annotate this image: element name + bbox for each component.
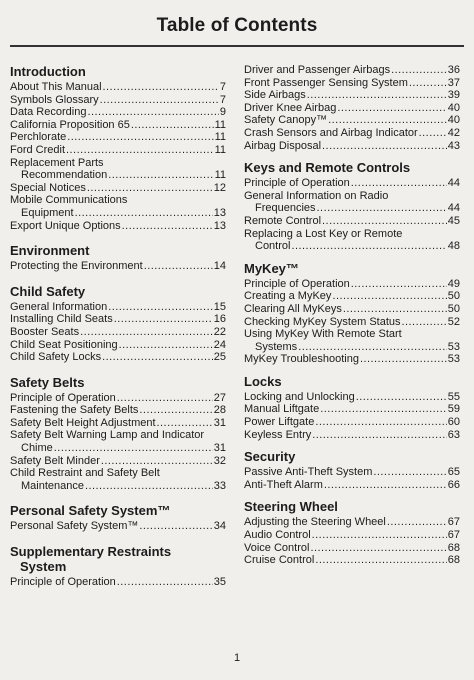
entry-title: Safety Canopy™ bbox=[244, 114, 328, 127]
toc-entry[interactable] bbox=[10, 81, 226, 94]
entry-page-number: 63 bbox=[447, 428, 460, 441]
dot-leader bbox=[66, 144, 214, 157]
entry-title-continued: Equipment bbox=[21, 206, 74, 219]
entry-page-number: 7 bbox=[219, 81, 226, 93]
toc-section-continued bbox=[244, 64, 460, 152]
entry-title: Front Passenger Sensing System bbox=[244, 76, 408, 89]
toc-entry[interactable] bbox=[10, 182, 226, 195]
entry-page-number: 50 bbox=[447, 302, 460, 315]
dot-leader bbox=[117, 392, 213, 405]
entry-page-number: 40 bbox=[447, 101, 460, 114]
entry-page-number: 24 bbox=[213, 338, 226, 351]
entry-title: Data Recording bbox=[10, 106, 87, 119]
entry-title: Perchlorate bbox=[10, 131, 67, 144]
toc-entry[interactable] bbox=[244, 77, 460, 90]
toc-entry[interactable] bbox=[244, 353, 460, 366]
entry-page-number: 68 bbox=[447, 541, 460, 554]
dot-leader bbox=[122, 220, 213, 233]
toc-section-introduction bbox=[10, 64, 226, 232]
title-divider bbox=[10, 45, 464, 47]
toc-entry[interactable] bbox=[244, 529, 460, 542]
dot-leader bbox=[320, 403, 447, 416]
section-heading bbox=[244, 499, 460, 514]
entry-title: MyKey Troubleshooting bbox=[244, 353, 359, 366]
entry-title: Protecting the Environment bbox=[10, 260, 143, 273]
entry-title: Airbag Disposal bbox=[244, 139, 322, 152]
entry-page-number: 50 bbox=[447, 290, 460, 303]
entry-title-continued: Control bbox=[255, 240, 291, 253]
toc-entry[interactable] bbox=[244, 64, 460, 77]
entry-page-number: 66 bbox=[447, 478, 460, 491]
toc-entry[interactable] bbox=[10, 157, 226, 182]
entry-title: Voice Control bbox=[244, 541, 310, 554]
section-heading-text: Security bbox=[244, 449, 296, 465]
toc-entry[interactable] bbox=[244, 102, 460, 115]
entry-page-number: 60 bbox=[447, 416, 460, 429]
toc-entry[interactable] bbox=[244, 190, 460, 215]
entry-page-number: 44 bbox=[447, 202, 460, 215]
toc-entry[interactable] bbox=[244, 479, 460, 492]
entry-title: Fastening the Safety Belts bbox=[10, 404, 139, 417]
entry-page-number: 55 bbox=[447, 390, 460, 403]
section-heading bbox=[10, 503, 226, 518]
entry-page-number: 52 bbox=[447, 315, 460, 328]
toc-entry[interactable] bbox=[244, 127, 460, 140]
toc-entry[interactable] bbox=[10, 313, 226, 326]
entry-page-number: 11 bbox=[214, 131, 226, 144]
entry-page-number: 67 bbox=[447, 516, 460, 529]
toc-entry[interactable] bbox=[10, 119, 226, 132]
entry-page-number: 14 bbox=[213, 260, 226, 273]
toc-left-column bbox=[10, 64, 226, 589]
entry-title: Child Seat Positioning bbox=[10, 338, 118, 351]
dot-leader bbox=[139, 404, 212, 417]
toc-entry[interactable] bbox=[244, 290, 460, 303]
entry-page-number: 40 bbox=[447, 114, 460, 127]
dot-leader bbox=[100, 94, 219, 107]
entry-page-number: 53 bbox=[447, 353, 460, 366]
entry-page-number: 45 bbox=[447, 214, 460, 227]
entry-title: Symbols Glossary bbox=[10, 93, 99, 106]
section-heading bbox=[10, 64, 226, 79]
entry-title: Side Airbags bbox=[244, 89, 306, 102]
dot-leader bbox=[67, 131, 213, 144]
section-heading-text: MyKey™ bbox=[244, 260, 299, 276]
toc-entry[interactable] bbox=[10, 392, 226, 405]
entry-title: Keyless Entry bbox=[244, 428, 312, 441]
toc-entry[interactable] bbox=[244, 177, 460, 190]
entry-title: About This Manual bbox=[10, 81, 102, 93]
toc-entry[interactable] bbox=[244, 403, 460, 416]
toc-section-mykey bbox=[244, 261, 460, 366]
dot-leader bbox=[328, 114, 447, 127]
entry-page-number: 13 bbox=[213, 206, 226, 219]
page-number: 1 bbox=[233, 652, 241, 664]
dot-leader bbox=[337, 102, 446, 115]
dot-leader bbox=[131, 119, 214, 132]
toc-entry[interactable] bbox=[10, 404, 226, 417]
dot-leader bbox=[103, 81, 219, 94]
entry-title: Passive Anti-Theft System bbox=[244, 466, 373, 479]
toc-entry[interactable] bbox=[244, 516, 460, 529]
dot-leader bbox=[119, 339, 213, 352]
toc-section-child-safety bbox=[10, 284, 226, 364]
toc-entry[interactable] bbox=[10, 429, 226, 454]
entry-title: Safety Belt Warning Lamp and Indicator bbox=[10, 429, 205, 442]
toc-entry[interactable] bbox=[244, 554, 460, 567]
section-heading bbox=[10, 284, 226, 299]
toc-section-steering-wheel bbox=[244, 499, 460, 566]
dot-leader bbox=[108, 169, 213, 182]
entry-page-number: 11 bbox=[214, 118, 226, 131]
dot-leader bbox=[409, 77, 447, 90]
dot-leader bbox=[391, 64, 447, 77]
entry-page-number: 22 bbox=[213, 325, 226, 338]
section-heading-text: Supplementary Restraints bbox=[10, 544, 172, 560]
toc-entry[interactable] bbox=[244, 89, 460, 102]
section-heading bbox=[244, 160, 460, 175]
section-heading-text: Environment bbox=[10, 243, 90, 259]
entry-title: Child Safety Locks bbox=[10, 351, 102, 364]
entry-page-number: 27 bbox=[213, 391, 226, 404]
entry-page-number: 11 bbox=[214, 169, 226, 182]
dot-leader bbox=[351, 278, 447, 291]
toc-entry[interactable] bbox=[244, 391, 460, 404]
entry-page-number: 43 bbox=[447, 139, 460, 152]
toc-entry[interactable] bbox=[244, 114, 460, 127]
section-heading-text: Child Safety bbox=[10, 283, 86, 299]
dot-leader bbox=[108, 301, 213, 314]
section-heading bbox=[244, 261, 460, 276]
entry-title: Anti-Theft Alarm bbox=[244, 478, 323, 491]
entry-page-number: 36 bbox=[447, 64, 460, 76]
entry-page-number: 49 bbox=[447, 277, 460, 290]
page-title: Table of Contents bbox=[156, 15, 318, 36]
entry-page-number: 28 bbox=[213, 404, 226, 417]
toc-entry[interactable] bbox=[10, 260, 226, 273]
entry-title: Clearing All MyKeys bbox=[244, 302, 342, 315]
toc-entry[interactable] bbox=[10, 220, 226, 233]
entry-page-number: 48 bbox=[447, 240, 460, 253]
dot-leader bbox=[87, 182, 213, 195]
entry-title: Cruise Control bbox=[244, 554, 315, 567]
toc-entry[interactable] bbox=[244, 429, 460, 442]
entry-title: California Proposition 65 bbox=[10, 118, 130, 131]
toc-entry[interactable] bbox=[10, 351, 226, 364]
entry-title: Personal Safety System™ bbox=[10, 520, 139, 533]
entry-title: Mobile Communications bbox=[10, 194, 128, 207]
toc-entry[interactable] bbox=[10, 417, 226, 430]
section-heading-text: Steering Wheel bbox=[244, 499, 338, 515]
entry-title: Principle of Operation bbox=[244, 277, 350, 290]
dot-leader bbox=[343, 303, 447, 316]
entry-page-number: 37 bbox=[447, 76, 460, 89]
entry-page-number: 15 bbox=[213, 300, 226, 313]
entry-page-number: 13 bbox=[213, 219, 226, 232]
toc-entry[interactable] bbox=[244, 328, 460, 353]
section-heading bbox=[244, 374, 460, 389]
entry-title: General Information on Radio bbox=[244, 189, 389, 202]
dot-leader bbox=[315, 554, 446, 567]
toc-right-column bbox=[244, 64, 460, 567]
toc-section-personal-safety-system bbox=[10, 503, 226, 533]
entry-title: Principle of Operation bbox=[10, 576, 116, 589]
entry-title: Child Restraint and Safety Belt bbox=[10, 467, 160, 480]
dot-leader bbox=[322, 140, 447, 153]
entry-page-number: 39 bbox=[447, 89, 460, 102]
toc-entry[interactable] bbox=[10, 467, 226, 492]
entry-page-number: 16 bbox=[213, 313, 226, 326]
entry-page-number: 67 bbox=[447, 529, 460, 542]
toc-entry[interactable] bbox=[10, 339, 226, 352]
dot-leader bbox=[315, 416, 446, 429]
entry-page-number: 9 bbox=[219, 106, 226, 119]
toc-entry[interactable] bbox=[244, 278, 460, 291]
dot-leader bbox=[80, 326, 213, 339]
entry-page-number: 31 bbox=[213, 416, 226, 429]
entry-page-number: 32 bbox=[213, 454, 226, 467]
section-heading-continued: System bbox=[20, 559, 67, 575]
toc-section-supplementary-restraints bbox=[10, 544, 226, 589]
section-heading-text: Locks bbox=[244, 373, 282, 389]
entry-title: Checking MyKey System Status bbox=[244, 315, 401, 328]
entry-page-number: 44 bbox=[447, 177, 460, 190]
section-heading-text: Personal Safety System™ bbox=[10, 503, 171, 519]
toc-entry[interactable] bbox=[10, 94, 226, 107]
toc-section-safety-belts bbox=[10, 375, 226, 493]
entry-page-number: 35 bbox=[213, 576, 226, 589]
entry-page-number: 68 bbox=[447, 554, 460, 567]
entry-title: Installing Child Seats bbox=[10, 313, 113, 326]
toc-entry[interactable] bbox=[244, 215, 460, 228]
dot-leader bbox=[139, 520, 212, 533]
entry-title: Safety Belt Height Adjustment bbox=[10, 416, 156, 429]
entry-title: Driver Knee Airbag bbox=[244, 101, 337, 114]
dot-leader bbox=[324, 479, 447, 492]
entry-title: Safety Belt Minder bbox=[10, 454, 100, 467]
dot-leader bbox=[310, 542, 446, 555]
entry-page-number: 42 bbox=[447, 126, 460, 139]
dot-leader bbox=[307, 89, 447, 102]
entry-title: Crash Sensors and Airbag Indicator bbox=[244, 126, 418, 139]
dot-leader bbox=[312, 429, 447, 442]
toc-entry[interactable] bbox=[10, 194, 226, 219]
section-heading-text: Keys and Remote Controls bbox=[244, 160, 411, 176]
entry-title: Driver and Passenger Airbags bbox=[244, 64, 391, 76]
entry-page-number: 25 bbox=[213, 351, 226, 364]
toc-entry[interactable] bbox=[10, 576, 226, 589]
section-heading-text: Safety Belts bbox=[10, 374, 85, 390]
entry-title: Ford Credit bbox=[10, 143, 66, 156]
entry-title: Export Unique Options bbox=[10, 219, 121, 232]
toc-entry[interactable] bbox=[10, 301, 226, 314]
entry-page-number: 53 bbox=[447, 340, 460, 353]
dot-leader bbox=[102, 351, 213, 364]
entry-page-number: 31 bbox=[213, 442, 226, 455]
entry-page-number: 65 bbox=[447, 466, 460, 479]
toc-entry[interactable] bbox=[10, 455, 226, 468]
dot-leader bbox=[419, 127, 447, 140]
dot-leader bbox=[312, 529, 447, 542]
dot-leader bbox=[87, 106, 218, 119]
toc-entry[interactable] bbox=[244, 140, 460, 153]
entry-title: Audio Control bbox=[244, 529, 311, 542]
dot-leader bbox=[85, 480, 213, 493]
entry-title: General Information bbox=[10, 300, 108, 313]
entry-page-number: 59 bbox=[447, 403, 460, 416]
dot-leader bbox=[54, 442, 213, 455]
entry-title-continued: Maintenance bbox=[21, 479, 84, 492]
toc-entry[interactable] bbox=[10, 131, 226, 144]
entry-page-number: 12 bbox=[213, 181, 226, 194]
dot-leader bbox=[373, 466, 446, 479]
dot-leader bbox=[360, 353, 447, 366]
entry-title: Replacement Parts bbox=[10, 156, 104, 169]
toc-entry[interactable] bbox=[10, 520, 226, 533]
dot-leader bbox=[117, 576, 213, 589]
toc-entry[interactable] bbox=[244, 228, 460, 253]
entry-title: Creating a MyKey bbox=[244, 290, 332, 303]
entry-title: Replacing a Lost Key or Remote bbox=[244, 227, 403, 240]
entry-title-continued: Frequencies bbox=[255, 202, 316, 215]
dot-leader bbox=[356, 391, 447, 404]
entry-page-number: 33 bbox=[213, 479, 226, 492]
entry-title: Principle of Operation bbox=[10, 391, 116, 404]
dot-leader bbox=[101, 455, 213, 468]
entry-page-number: 34 bbox=[213, 520, 226, 533]
section-heading bbox=[244, 449, 460, 464]
toc-entry[interactable] bbox=[10, 106, 226, 119]
entry-title: Adjusting the Steering Wheel bbox=[244, 516, 386, 529]
dot-leader bbox=[157, 417, 213, 430]
section-heading-text: Introduction bbox=[10, 64, 86, 79]
toc-entry[interactable] bbox=[244, 466, 460, 479]
section-heading bbox=[10, 544, 226, 574]
dot-leader bbox=[317, 202, 447, 215]
dot-leader bbox=[298, 341, 447, 354]
dot-leader bbox=[291, 240, 446, 253]
entry-title: Power Liftgate bbox=[244, 416, 315, 429]
entry-title: Using MyKey With Remote Start bbox=[244, 328, 402, 341]
toc-section-security bbox=[244, 449, 460, 491]
entry-page-number: 11 bbox=[214, 143, 226, 156]
toc-section-keys-and-remote-controls bbox=[244, 160, 460, 253]
entry-title: Special Notices bbox=[10, 181, 86, 194]
entry-title: Booster Seats bbox=[10, 325, 80, 338]
dot-leader bbox=[114, 313, 213, 326]
dot-leader bbox=[387, 516, 447, 529]
entry-title-continued: Recommendation bbox=[21, 169, 108, 182]
toc-entry[interactable] bbox=[10, 326, 226, 339]
toc-entry[interactable] bbox=[244, 416, 460, 429]
entry-title: Locking and Unlocking bbox=[244, 390, 355, 403]
dot-leader bbox=[351, 177, 447, 190]
section-heading bbox=[10, 375, 226, 390]
dot-leader bbox=[322, 215, 447, 228]
dot-leader bbox=[402, 316, 447, 329]
entry-title: Principle of Operation bbox=[244, 177, 350, 190]
dot-leader bbox=[144, 260, 213, 273]
dot-leader bbox=[75, 207, 213, 220]
dot-leader bbox=[332, 290, 446, 303]
entry-title: Remote Control bbox=[244, 214, 322, 227]
section-heading bbox=[10, 243, 226, 258]
entry-title-continued: Chime bbox=[21, 442, 53, 455]
toc-entry[interactable] bbox=[10, 144, 226, 157]
toc-entry[interactable] bbox=[244, 542, 460, 555]
toc-section-locks bbox=[244, 374, 460, 441]
entry-page-number: 7 bbox=[219, 93, 226, 106]
entry-title-continued: Systems bbox=[255, 340, 298, 353]
toc-entry[interactable] bbox=[244, 316, 460, 329]
entry-title: Manual Liftgate bbox=[244, 403, 320, 416]
toc-entry[interactable] bbox=[244, 303, 460, 316]
toc-section-environment bbox=[10, 243, 226, 273]
